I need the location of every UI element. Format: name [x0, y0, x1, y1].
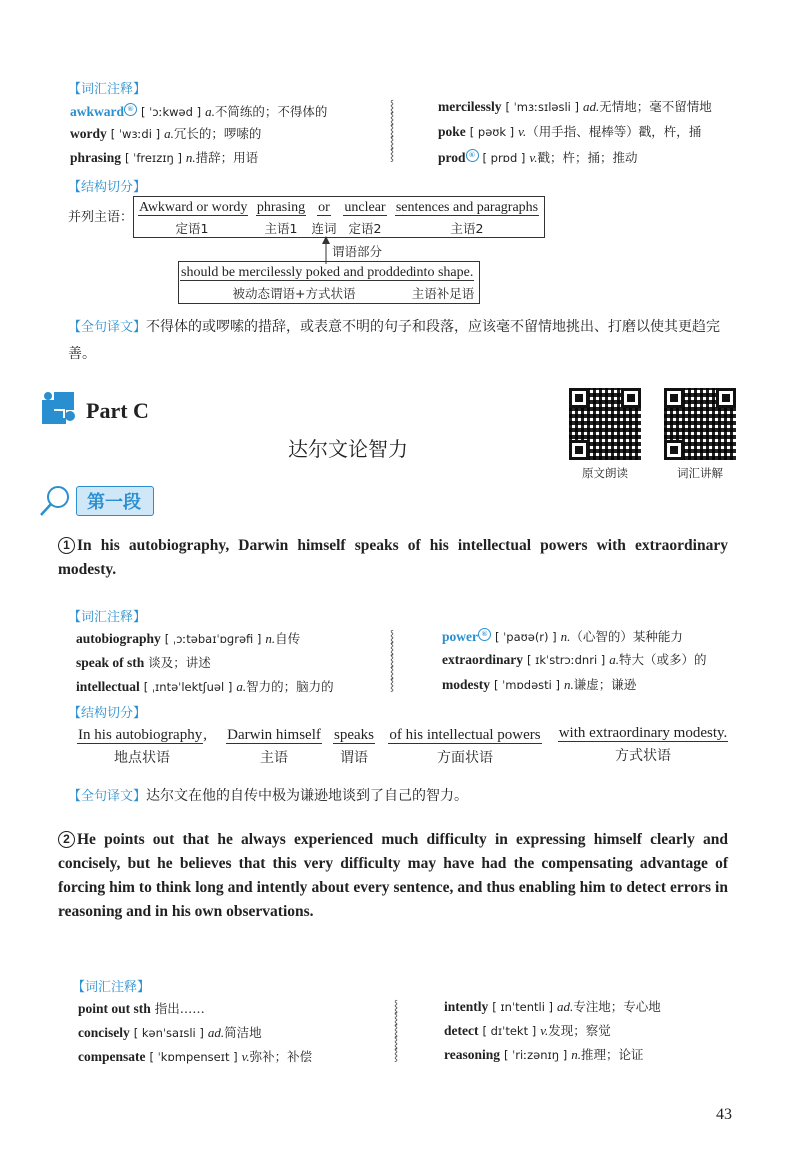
segment: of his intellectual powers 方面状语: [389, 727, 541, 766]
segment: or 连词: [311, 200, 337, 236]
vocab-item: intellectual [ ˌɪntəˈlektʃuəl ] a.智力的；脑力的: [76, 679, 334, 694]
qr-caption: 词汇讲解: [677, 466, 723, 480]
segment: should be mercilessly poked and prodded 被动态谓语+方式状语: [181, 265, 414, 301]
translation-tag: 【全句译文】: [68, 789, 147, 804]
vocab-item: phrasing [ ˈfreɪzɪŋ ] n.措辞；用语: [70, 150, 259, 165]
translation: 【全句译文】不得体的或啰嗦的措辞，或表意不明的句子和段落，应该毫不留情地挑出、打磨以使其更趋完善。: [68, 319, 721, 362]
vocab-item: modesty [ ˈmɒdəsti ] n.谦虚；谦逊: [442, 677, 637, 692]
sentence-2: 2 He points out that he always experienced much difficulty in expressing himself clearly and concisely, but he believes that this very difficulty may have had the compensating advantage of forcing him to think long and intently about every sentence, and thus enabling him to detect errors in reasoning and in his own observations.: [58, 831, 728, 920]
vocab-tag: 【词汇注释】: [68, 82, 147, 97]
segment: unclear 定语2: [344, 200, 386, 236]
wave-divider: ⸾ ⸾ ⸾ ⸾ ⸾: [393, 999, 399, 1061]
sentence-number: 2: [58, 831, 75, 848]
segment: with extraordinary modesty. 方式状语: [558, 725, 728, 764]
wave-divider: ⸾ ⸾ ⸾ ⸾ ⸾: [389, 99, 395, 161]
vocab-item: compensate [ ˈkɒmpenseɪt ] v.弥补；补偿: [78, 1049, 313, 1064]
vocab-item: power ⑥ [ ˈpaʊə(r) ] n.（心智的）某种能力: [442, 629, 683, 645]
vocab-item: awkward ⑥ [ ˈɔːkwəd ] a.不简练的；不得体的: [70, 104, 328, 120]
vocab-item: extraordinary [ ɪkˈstrɔːdnri ] a.特大（或多）的: [442, 652, 707, 667]
vocab-item: mercilessly [ ˈmɜːsɪləsli ] ad.无情地；毫不留情地: [438, 99, 712, 114]
page-number: 43: [716, 1106, 732, 1123]
vocab-item: intently [ ɪnˈtentli ] ad.专注地；专心地: [444, 999, 661, 1014]
predicate-label: 谓语部分: [332, 244, 383, 259]
magnifier-icon: [36, 484, 76, 518]
translation: 【全句译文】达尔文在他的自传中极为谦逊地谈到了自己的智力。: [68, 788, 469, 804]
sentence-number: 1: [58, 537, 75, 554]
vocab-item: detect [ dɪˈtekt ] v.发现；察觉: [444, 1023, 611, 1038]
segment: Awkward or wordy 定语1: [139, 200, 248, 236]
vocab-item: autobiography [ ˌɔːtəbaɪˈɒɡrəfi ] n.自传: [76, 631, 301, 646]
vocab-item: reasoning [ ˈriːzənɪŋ ] n.推理；论证: [444, 1047, 644, 1062]
translation-tag: 【全句译文】: [68, 320, 147, 335]
structure-tag: 【结构切分】: [68, 706, 147, 721]
sentence-1: 1 In his autobiography, Darwin himself speaks of his intellectual powers with extraordinary modesty.: [58, 537, 728, 578]
segment: In his autobiography, 地点状语: [78, 727, 207, 766]
qr-code-reading[interactable]: [569, 388, 641, 460]
qr-caption: 原文朗读: [582, 466, 628, 480]
qr-code-vocab[interactable]: [664, 388, 736, 460]
paragraph-heading: 第一段: [87, 492, 141, 513]
vocab-item: speak of sth 谈及；讲述: [76, 655, 211, 670]
part-label: Part C: [86, 398, 149, 423]
vocab-item: prod ⑥ [ prɒd ] v.戳；杵；捅；推动: [438, 150, 638, 166]
vocab-item: poke [ pəʊk ] v.（用手指、棍棒等）戳，杵，捅: [438, 124, 702, 139]
vocab-tag: 【词汇注释】: [72, 980, 151, 995]
segment: phrasing 主语1: [256, 200, 306, 236]
subject-label: 并列主语：: [68, 210, 134, 225]
segment: sentences and paragraphs 主语2: [395, 200, 539, 236]
passage-title: 达尔文论智力: [288, 437, 408, 461]
wave-divider: ⸾ ⸾ ⸾ ⸾ ⸾: [389, 629, 395, 691]
vocab-item: concisely [ kənˈsaɪsli ] ad.简洁地: [78, 1025, 262, 1040]
structure-tag: 【结构切分】: [68, 180, 147, 195]
segment: speaks 谓语: [334, 727, 374, 766]
segment: Darwin himself 主语: [227, 727, 321, 766]
segment: into shape. 主语补足语: [411, 265, 475, 301]
vocab-tag: 【词汇注释】: [68, 610, 147, 625]
puzzle-icon: [40, 390, 78, 428]
vocab-item: wordy [ ˈwɜːdi ] a.冗长的；啰嗦的: [70, 126, 262, 141]
vocab-item: point out sth 指出……: [78, 1001, 205, 1016]
